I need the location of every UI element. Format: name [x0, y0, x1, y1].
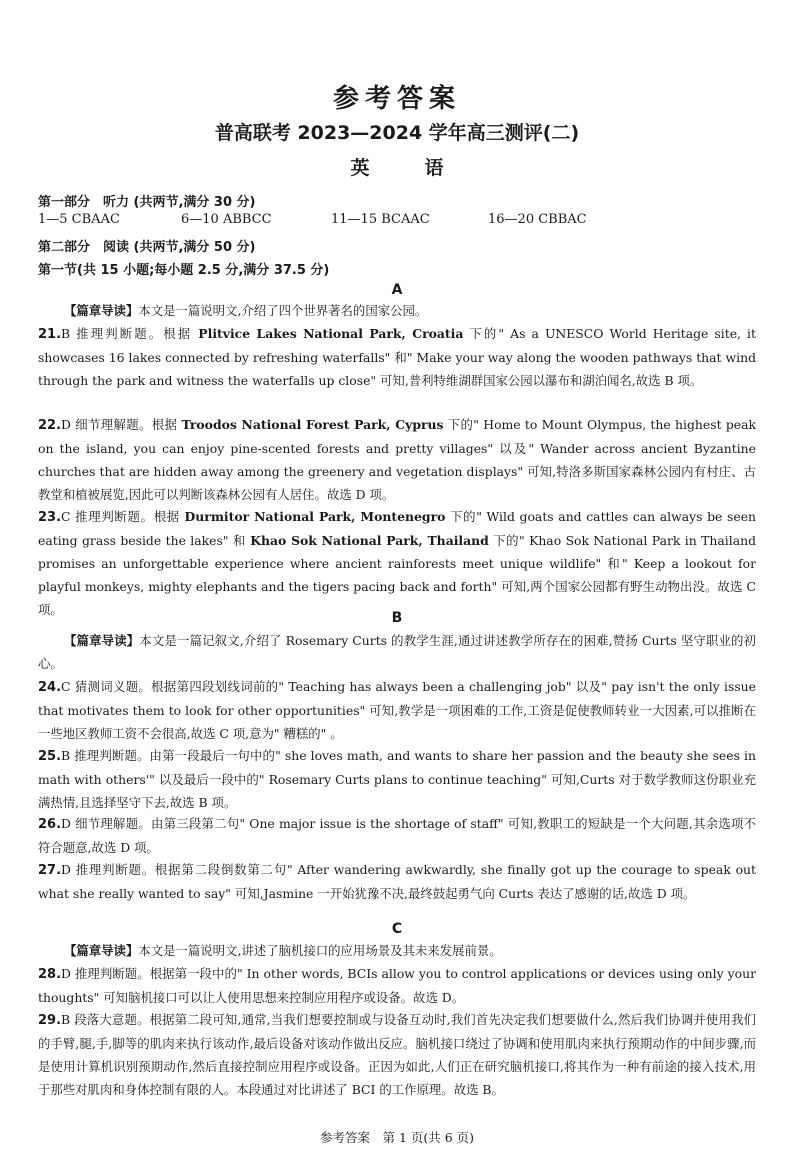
explanation-text: 推理判断题。根据第二段倒数第二句" After wandering awkwardly, she finally got up the courage to speak out what she really wanted to say" 可知,Jasmine 一开始犹豫不决,最终鼓起勇气向 Curts 表达了感谢的话,故选 D 项。: [38, 862, 756, 901]
question-27: [38, 859, 756, 906]
passage-a-guide: [38, 300, 756, 323]
answers-1-5: 1—5 CBAAC: [38, 212, 120, 227]
question-26: [38, 813, 756, 860]
question-answer: C: [61, 679, 71, 694]
explanation-text: 推理判断题。根据: [70, 326, 199, 341]
explanation-text: 下的" Khao Sok National Park in Thailand promises an unforgettable experience where ancient rainforests meet unique wildlife" 和" Keep a lookout for playful monkeys, mighty elephants and the tigers pacing back and forth" 可知,两个国家公园都有野生动物出没。故选 C 项。: [38, 532, 757, 617]
question-number: 24.: [38, 680, 62, 695]
question-answer: B: [61, 1012, 71, 1027]
subject-title: 英 语: [350, 157, 462, 179]
question-number: 22.: [38, 418, 62, 433]
park-name: Plitvice Lakes National Park, Croatia: [198, 326, 464, 341]
question-number: 23.: [38, 510, 62, 525]
explanation-text: 细节理解题。由第三段第二句" One major issue is the shortage of staff" 可知,教职工的短缺是一个大问题,其余选项不符合题意,故选 D 项。: [38, 816, 756, 855]
question-number: 29.: [38, 1013, 62, 1028]
guide-text: 本文是一篇说明文,介绍了四个世界著名的国家公园。: [138, 303, 428, 318]
explanation-text: 下的" As a UNESCO World Heritage site, it showcases 16 lakes connected by refreshing waterfalls" 和" Make your way along the wooden pathways that wind through the park and witness the waterfalls up close" 可知,普利特维湖群国家公园以瀑布和湖泊闻名,故选 B 项。: [38, 326, 756, 388]
question-25: [38, 745, 756, 815]
explanation-text: 推理判断题。根据第一段中的" In other words, BCIs allow you to control applications or devices using only your thoughts" 可知脑机接口可以让人使用思想来控制应用程序或设备。故选 D。: [38, 966, 756, 1005]
passage-c-label: C: [391, 921, 403, 937]
guide-text: 本文是一篇记叙文,介绍了 Rosemary Curts 的教学生涯,通过讲述教学所存在的困难,赞扬 Curts 坚守职业的初心。: [38, 633, 757, 671]
park-name: Khao Sok National Park, Thailand: [250, 532, 489, 548]
question-answer: C: [61, 509, 71, 524]
part2-heading: 第二部分 阅读 (共两节,满分 50 分): [38, 240, 256, 255]
explanation-text: 细节理解题。根据: [70, 417, 182, 432]
question-answer: B: [61, 326, 71, 341]
explanation-text: 下的" Wild goats and cattles can always be seen eating grass beside the lakes" 和: [38, 509, 757, 548]
question-answer: D: [61, 816, 71, 831]
park-name: Durmitor National Park, Montenegro: [184, 509, 446, 524]
listening-answers: [38, 212, 758, 230]
explanation-text: 推理判断题。由第一段最后一句中的" she loves math, and wants to share her passion and the beauty she sees in math with others'" 以及最后一段中的" Rosemary Curts plans to continue teaching" 可知,Curts 对于数学教师这份职业充满热情,且选择坚守下去,故选 B 项。: [38, 748, 756, 810]
part1-heading: 第一部分 听力 (共两节,满分 30 分): [38, 195, 256, 210]
passage-b-guide: [38, 630, 756, 676]
question-21: [38, 323, 756, 393]
question-number: 27.: [38, 863, 62, 878]
question-29: [38, 1009, 756, 1102]
passage-a-label: A: [391, 282, 403, 298]
explanation-text: 下的" Home to Mount Olympus, the highest peak on the island, you can enjoy pine-scented forests and pretty villages" 以及" Wander across ancient Byzantine churches that are hidden away among the greenery and vegetation displays" 可知,特洛多斯国家森林公园内有村庄、古教堂和植被展览,因此可以判断该森林公园有人居住。故选 D 项。: [38, 417, 756, 502]
answers-16-20: 16—20 CBBAC: [488, 212, 587, 227]
question-answer: D: [61, 417, 71, 432]
answers-6-10: 6—10 ABBCC: [181, 212, 272, 227]
guide-tag: 【篇章导读】: [64, 943, 139, 958]
passage-c-guide: [38, 940, 756, 963]
question-22: [38, 414, 756, 507]
answers-11-15: 11—15 BCAAC: [331, 212, 430, 227]
page-footer: 参考答案 第 1 页(共 6 页): [319, 1130, 475, 1145]
explanation-text: 段落大意题。根据第二段可知,通常,当我们想要控制或与设备互动时,我们首先决定我们想要做什么,然后我们协调并使用我们的手臂,腿,手,脚等的肌肉来执行该动作,最后设备对该动作做出反应。脑机接口绕过了协调和使用肌肉来执行预期动作的中间步骤,而是使用计算机识别预期动作,然后直接控制应用程序或设备。正因为如此,人们正在研究脑机接口,将其作为一种有前途的接入技术,用于那些对肌肉和身体控制有限的人。本段通过对比讲述了 BCI 的工作原理。故选 B。: [38, 1012, 756, 1097]
question-number: 26.: [38, 817, 62, 832]
passage-b-label: B: [391, 610, 403, 626]
question-number: 21.: [38, 327, 62, 342]
question-number: 25.: [38, 749, 62, 764]
question-answer: B: [61, 748, 71, 763]
park-name: Troodos National Forest Park, Cyprus: [181, 417, 444, 432]
section1-heading: 第一节(共 15 小题;每小题 2.5 分,满分 37.5 分): [38, 263, 330, 278]
exam-subtitle: 普高联考 2023—2024 学年高三测评(二): [214, 122, 580, 144]
page-title: 参考答案: [332, 84, 461, 114]
explanation-text: 推理判断题。根据: [70, 509, 185, 524]
guide-tag: 【篇章导读】: [64, 303, 139, 318]
question-28: [38, 963, 756, 1010]
question-24: [38, 676, 756, 746]
question-answer: D: [61, 966, 71, 981]
explanation-text: 猜测词义题。根据第四段划线词前的" Teaching has always been a challenging job" 以及" pay isn't the only issue that motivates them to look for other opportunities" 可知,教学是一项困难的工作,工资是促使教师转业一大因素,可以推断在一些地区教师工资不会很高,故选 C 项,意为" 糟糕的" 。: [38, 679, 756, 741]
question-number: 28.: [38, 967, 62, 982]
guide-tag: 【篇章导读】: [64, 633, 140, 648]
question-23: [38, 506, 756, 622]
question-answer: D: [61, 862, 71, 877]
guide-text: 本文是一篇说明文,讲述了脑机接口的应用场景及其未来发展前景。: [138, 943, 502, 958]
